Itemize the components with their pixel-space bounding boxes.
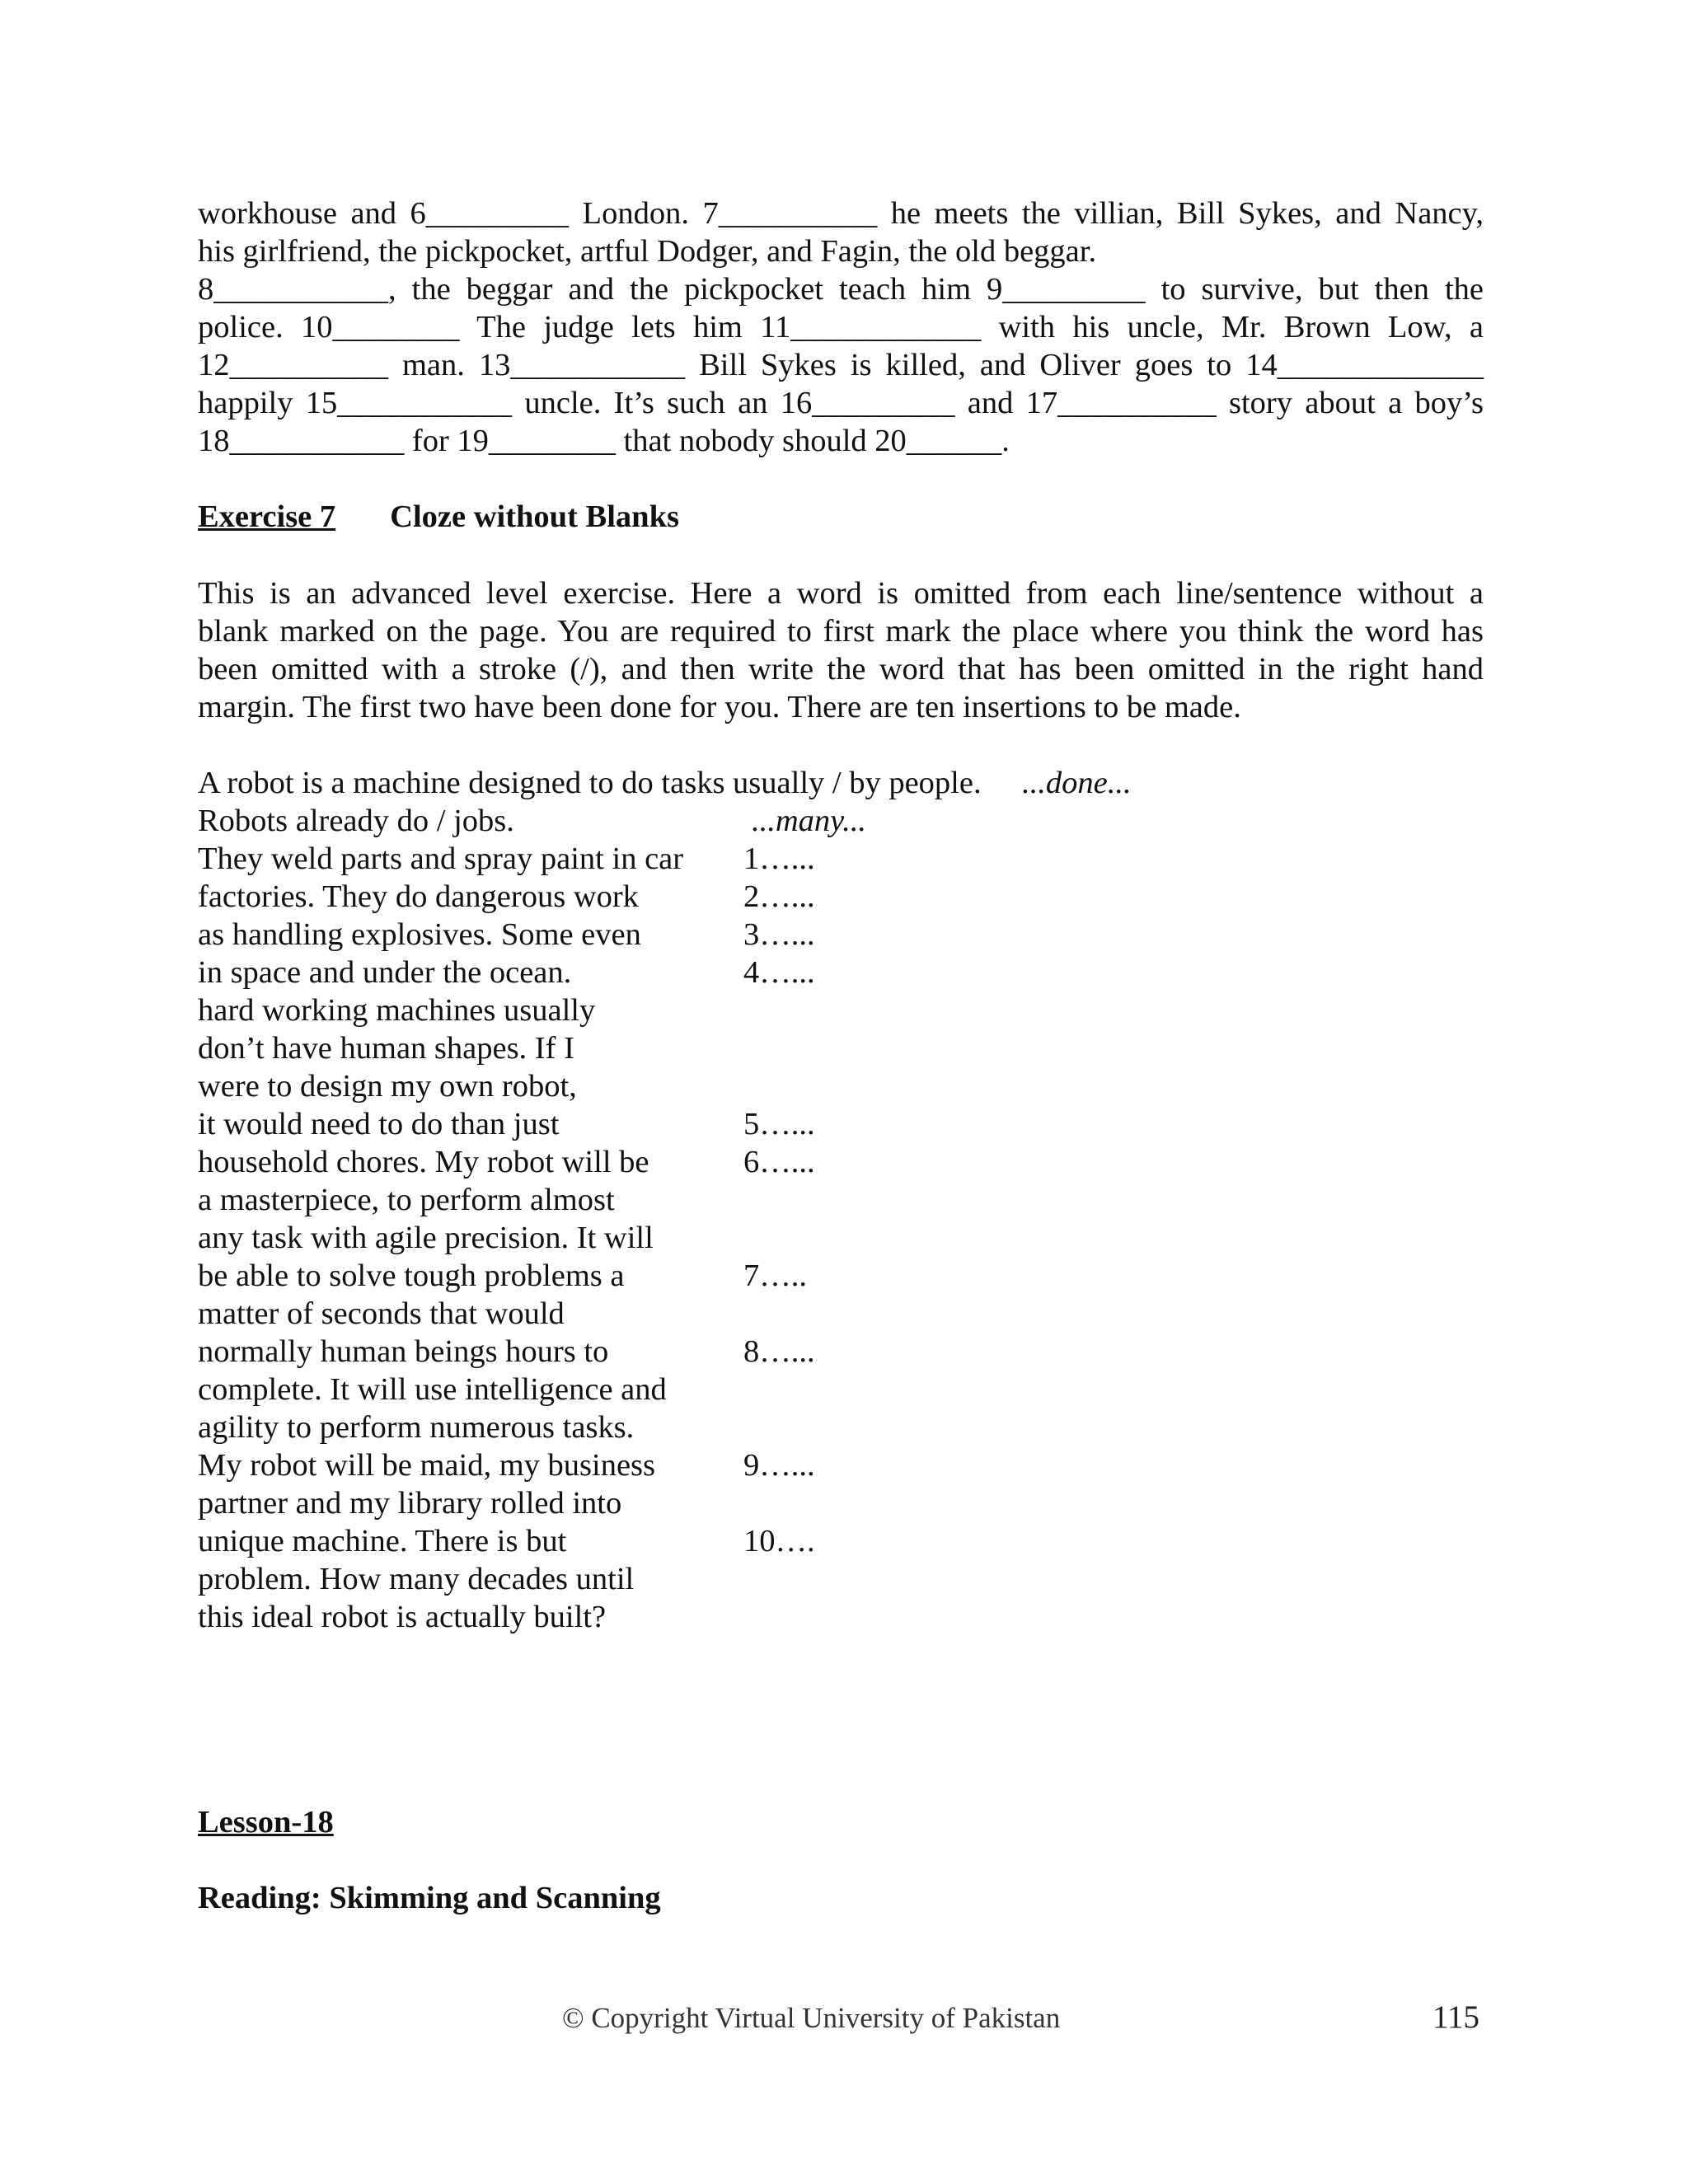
passage-row	[198, 954, 1352, 991]
passage-row	[198, 1484, 1352, 1522]
passage-row	[198, 1522, 1352, 1560]
answer-margin: 2…...	[743, 879, 815, 914]
passage-line: partner and my library rolled into	[198, 1486, 622, 1521]
passage-row	[198, 1067, 1352, 1105]
cloze-line: police. 10________ The judge lets him 11____________ with his uncle, Mr. Brown Low, a	[198, 310, 1484, 344]
answer-margin: 8…...	[743, 1334, 815, 1369]
passage-row	[198, 1408, 1352, 1446]
passage-row	[198, 840, 1352, 878]
passage-line: be able to solve tough problems a	[198, 1258, 625, 1293]
answer-margin: ...many...	[752, 804, 867, 838]
copyright-text: © Copyright Virtual University of Pakistan	[562, 2002, 1061, 2034]
page-footer	[0, 1999, 1688, 2040]
passage-row	[198, 1219, 1352, 1257]
passage-line: problem. How many decades until	[198, 1562, 635, 1596]
answer-margin: 3…...	[743, 917, 815, 952]
example-row	[198, 764, 1352, 802]
passage-line: this ideal robot is actually built?	[198, 1600, 607, 1634]
passage-row	[198, 1598, 1352, 1636]
answer-margin: 10….	[743, 1524, 815, 1558]
answer-margin: 6…...	[743, 1145, 815, 1179]
passage-row	[198, 1371, 1352, 1408]
example-row	[198, 802, 1352, 840]
answer-margin: 9…...	[743, 1448, 815, 1483]
passage-line: matter of seconds that would	[198, 1296, 565, 1331]
exercise-heading	[198, 498, 679, 536]
cloze-line: happily 15___________ uncle. It’s such an 16_________ and 17__________ story about a boy’s	[198, 386, 1484, 420]
passage-line: hard working machines usually	[198, 993, 596, 1028]
answer-margin: 4…...	[743, 955, 815, 990]
cloze-line: 18___________ for 19________ that nobody should 20______.	[198, 424, 1010, 458]
exercise-title: Cloze without Blanks	[390, 499, 679, 534]
instruction-line: been omitted with a stroke (/), and then write the word that has been omitted in the right hand	[198, 652, 1484, 687]
passage-line: unique machine. There is but	[198, 1524, 567, 1558]
passage-line: in space and under the ocean.	[198, 955, 572, 990]
answer-margin: 7…..	[743, 1258, 807, 1293]
answer-margin: 1…...	[743, 841, 815, 876]
passage-row	[198, 1257, 1352, 1295]
passage-row	[198, 1181, 1352, 1219]
passage-line: as handling explosives. Some even	[198, 917, 641, 952]
passage-line: complete. It will use intelligence and	[198, 1372, 667, 1407]
instruction-line: margin. The first two have been done for you. There are ten insertions to be made.	[198, 690, 1241, 724]
lesson-subtitle: Reading: Skimming and Scanning	[198, 1881, 661, 1915]
passage-line: My robot will be maid, my business	[198, 1448, 656, 1483]
passage-line: Robots already do / jobs.	[198, 804, 514, 838]
passage-row	[198, 1029, 1352, 1067]
cloze-line: 8___________, the beggar and the pickpocket teach him 9_________ to survive, but then the	[198, 272, 1484, 307]
passage-line: don’t have human shapes. If I	[198, 1031, 574, 1066]
passage-row	[198, 1446, 1352, 1484]
passage-row	[198, 1560, 1352, 1598]
cloze-passage	[198, 194, 1484, 460]
passage-row	[198, 1295, 1352, 1333]
passage-row	[198, 991, 1352, 1029]
lesson-title: Lesson-18	[198, 1805, 334, 1840]
passage-line: factories. They do dangerous work	[198, 879, 639, 914]
instruction-line: This is an advanced level exercise. Here a word is omitted from each line/sentence without a	[198, 576, 1484, 611]
passage-line: it would need to do than just	[198, 1107, 560, 1141]
answer-margin: 5…...	[743, 1107, 815, 1141]
passage-row	[198, 916, 1352, 954]
page-number: 115	[1432, 1999, 1480, 2035]
passage-line: household chores. My robot will be	[198, 1145, 649, 1179]
exercise-instructions	[198, 574, 1484, 726]
passage-row	[198, 1143, 1352, 1181]
passage-line: any task with agile precision. It will	[198, 1221, 654, 1255]
passage-line: agility to perform numerous tasks.	[198, 1410, 635, 1445]
robot-passage	[198, 764, 1352, 1636]
passage-line: They weld parts and spray paint in car	[198, 841, 684, 876]
passage-row	[198, 1333, 1352, 1371]
cloze-line: his girlfriend, the pickpocket, artful Dodger, and Fagin, the old beggar.	[198, 234, 1097, 269]
cloze-line: workhouse and 6_________ London. 7__________ he meets the villian, Bill Sykes, and Nancy,	[198, 196, 1484, 231]
instruction-line: blank marked on the page. You are required to first mark the place where you think the word has	[198, 614, 1484, 649]
cloze-line: 12__________ man. 13___________ Bill Sykes is killed, and Oliver goes to 14_____________	[198, 348, 1484, 382]
passage-line: were to design my own robot,	[198, 1069, 577, 1104]
passage-line: A robot is a machine designed to do tasks usually / by people.	[198, 766, 982, 800]
passage-row	[198, 1105, 1352, 1143]
passage-line: normally human beings hours to	[198, 1334, 609, 1369]
answer-margin: ...done...	[1022, 766, 1132, 800]
exercise-number: Exercise 7	[198, 499, 336, 534]
passage-row	[198, 878, 1352, 916]
passage-line: a masterpiece, to perform almost	[198, 1183, 615, 1217]
